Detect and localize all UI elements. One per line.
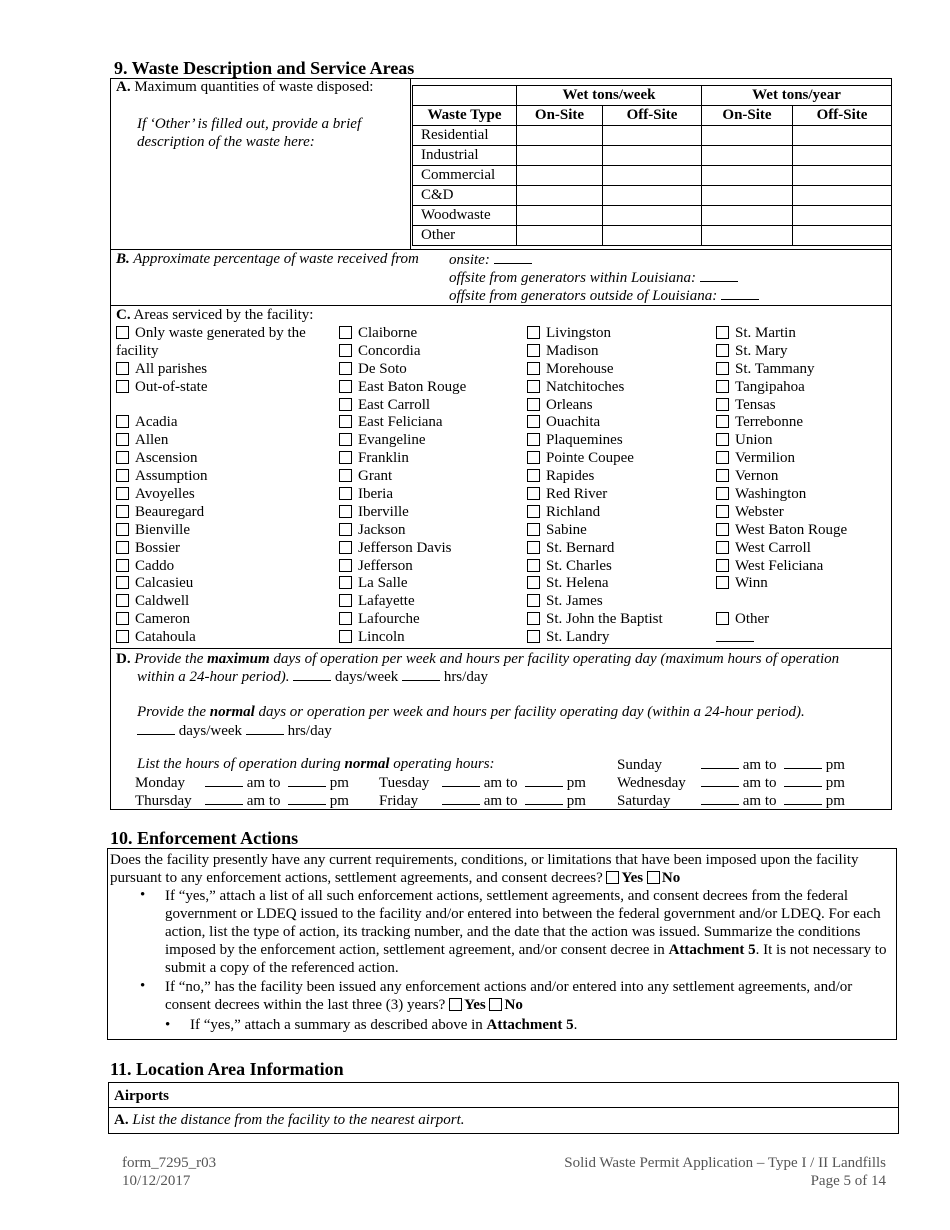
col-type: Waste Type bbox=[413, 106, 517, 126]
sub-bullet: If “yes,” attach a summary as described above in Attachment 5. bbox=[190, 1017, 578, 1033]
waste-row: C&D bbox=[413, 186, 892, 206]
area-checkbox[interactable] bbox=[527, 576, 540, 589]
area-item[interactable]: East Baton Rouge bbox=[339, 379, 466, 397]
area-item[interactable]: Tensas bbox=[716, 397, 847, 415]
area-item[interactable]: Catahoula bbox=[116, 629, 306, 647]
area-item[interactable]: Bienville bbox=[116, 522, 306, 540]
area-item[interactable]: Avoyelles bbox=[116, 486, 306, 504]
area-item[interactable]: Beauregard bbox=[116, 504, 306, 522]
area-checkbox[interactable] bbox=[339, 415, 352, 428]
area-checkbox[interactable] bbox=[116, 380, 129, 393]
area-item[interactable]: All parishes bbox=[116, 361, 306, 379]
waste-cell[interactable] bbox=[517, 146, 603, 166]
area-item[interactable]: St. James bbox=[527, 593, 663, 611]
waste-cell[interactable] bbox=[793, 166, 892, 186]
waste-cell[interactable] bbox=[793, 146, 892, 166]
area-checkbox[interactable] bbox=[116, 487, 129, 500]
area-item[interactable]: Madison bbox=[527, 343, 663, 361]
area-item[interactable]: facility bbox=[116, 342, 159, 359]
area-checkbox[interactable] bbox=[527, 559, 540, 572]
section9-b: B. Approximate percentage of waste received from bbox=[116, 251, 419, 267]
area-checkbox[interactable] bbox=[716, 576, 729, 589]
area-checkbox[interactable] bbox=[527, 505, 540, 518]
waste-table: Wet tons/week Wet tons/year Waste Type On-Site Off-Site On-Site Off-Site Residential Industrial Commercial C&D Woodwaste Other bbox=[412, 85, 892, 246]
area-checkbox[interactable] bbox=[339, 559, 352, 572]
area-item[interactable]: St. John the Baptist bbox=[527, 611, 663, 629]
area-item[interactable]: East Feliciana bbox=[339, 414, 466, 432]
area-checkbox[interactable] bbox=[339, 505, 352, 518]
area-checkbox[interactable] bbox=[339, 541, 352, 554]
hours-friday: Friday am to pm bbox=[379, 793, 586, 809]
area-item[interactable]: West Baton Rouge bbox=[716, 522, 847, 540]
area-item[interactable]: East Carroll bbox=[339, 397, 466, 415]
area-item[interactable]: Out-of-state bbox=[116, 379, 306, 397]
waste-cell[interactable] bbox=[517, 226, 603, 246]
enforcement-question: Does the facility presently have any current requirements, conditions, or limitations that have been imposed upon the facility pursuant to any enforcement actions, settlement agreements, and consent decrees? Yes No bbox=[110, 852, 859, 886]
area-checkbox[interactable] bbox=[527, 594, 540, 607]
area-checkbox[interactable] bbox=[339, 487, 352, 500]
other-note: If ‘Other’ is filled out, provide a brief description of the waste here: bbox=[137, 116, 362, 150]
area-item[interactable] bbox=[116, 397, 306, 415]
area-checkbox[interactable] bbox=[339, 326, 352, 339]
area-checkbox[interactable] bbox=[527, 433, 540, 446]
area-item[interactable]: Iberville bbox=[339, 504, 466, 522]
bullet-yes: If “yes,” attach a list of all such enforcement actions, settlement agreements, and consent decrees from the federal government or LDEQ issued to the facility and/or entered into between the federal government and/or LDEQ. For each action, list the type of action, its tracking number, and the date that the action was issued. Summarize the conditions imposed by the enforcement action, settlement agreement, and/or consent decree in Attachment 5. It is not necessary to submit a copy of the referenced action. bbox=[165, 888, 887, 976]
area-checkbox[interactable] bbox=[527, 326, 540, 339]
area-item[interactable]: Jefferson bbox=[339, 558, 466, 576]
hours-sunday: Sunday am to pm bbox=[617, 757, 845, 773]
area-checkbox[interactable] bbox=[716, 344, 729, 357]
area-checkbox[interactable] bbox=[716, 541, 729, 554]
area-checkbox[interactable] bbox=[527, 362, 540, 375]
area-checkbox[interactable] bbox=[116, 612, 129, 625]
areas-col4 bbox=[716, 325, 847, 647]
area-checkbox[interactable] bbox=[716, 469, 729, 482]
area-item[interactable] bbox=[716, 629, 847, 647]
area-item[interactable]: Claiborne bbox=[339, 325, 466, 343]
area-checkbox[interactable] bbox=[339, 362, 352, 375]
area-item[interactable]: Terrebonne bbox=[716, 414, 847, 432]
area-checkbox[interactable] bbox=[116, 469, 129, 482]
area-item[interactable]: St. Tammany bbox=[716, 361, 847, 379]
area-checkbox[interactable] bbox=[527, 344, 540, 357]
area-checkbox[interactable] bbox=[339, 630, 352, 643]
area-item[interactable]: Tangipahoa bbox=[716, 379, 847, 397]
airports-label: Airports bbox=[114, 1088, 169, 1104]
section9-d: D. Provide the maximum days of operation per week and hours per facility operating day (maximum hours of operation bbox=[116, 651, 840, 667]
hours-thursday: Thursday am to pm bbox=[135, 793, 349, 809]
area-checkbox[interactable] bbox=[527, 612, 540, 625]
waste-row: Woodwaste bbox=[413, 206, 892, 226]
area-item[interactable]: Bossier bbox=[116, 540, 306, 558]
area-item[interactable]: Morehouse bbox=[527, 361, 663, 379]
area-checkbox[interactable] bbox=[116, 523, 129, 536]
section11-title: 11. Location Area Information bbox=[110, 1059, 344, 1079]
area-item[interactable]: St. Charles bbox=[527, 558, 663, 576]
waste-cell[interactable] bbox=[793, 206, 892, 226]
waste-cell[interactable] bbox=[603, 146, 702, 166]
waste-cell[interactable] bbox=[603, 206, 702, 226]
area-checkbox[interactable] bbox=[716, 326, 729, 339]
area-item[interactable]: Assumption bbox=[116, 468, 306, 486]
area-item[interactable]: Franklin bbox=[339, 450, 466, 468]
area-checkbox[interactable] bbox=[527, 451, 540, 464]
area-checkbox[interactable] bbox=[339, 398, 352, 411]
area-checkbox[interactable] bbox=[116, 576, 129, 589]
area-checkbox[interactable] bbox=[339, 523, 352, 536]
area-item[interactable]: De Soto bbox=[339, 361, 466, 379]
area-checkbox[interactable] bbox=[716, 398, 729, 411]
area-checkbox[interactable] bbox=[527, 487, 540, 500]
waste-cell[interactable] bbox=[702, 126, 793, 146]
area-item[interactable]: Calcasieu bbox=[116, 575, 306, 593]
waste-cell[interactable] bbox=[793, 226, 892, 246]
area-item[interactable]: Union bbox=[716, 432, 847, 450]
area-checkbox[interactable] bbox=[116, 433, 129, 446]
area-item[interactable]: Plaquemines bbox=[527, 432, 663, 450]
waste-row: Industrial bbox=[413, 146, 892, 166]
area-item[interactable]: Caddo bbox=[116, 558, 306, 576]
hours-saturday: Saturday am to pm bbox=[617, 793, 845, 809]
waste-cell[interactable] bbox=[702, 146, 793, 166]
area-item[interactable]: St. Bernard bbox=[527, 540, 663, 558]
area-checkbox[interactable] bbox=[116, 541, 129, 554]
area-checkbox[interactable] bbox=[339, 612, 352, 625]
footer-left: form_7295_r03 10/12/2017 bbox=[122, 1155, 217, 1189]
waste-cell[interactable] bbox=[793, 126, 892, 146]
area-item[interactable]: Webster bbox=[716, 504, 847, 522]
area-item[interactable]: Washington bbox=[716, 486, 847, 504]
area-item[interactable]: Winn bbox=[716, 575, 847, 593]
section10-title: 10. Enforcement Actions bbox=[110, 828, 299, 848]
waste-cell[interactable] bbox=[603, 226, 702, 246]
area-checkbox[interactable] bbox=[339, 451, 352, 464]
area-item[interactable]: La Salle bbox=[339, 575, 466, 593]
area-checkbox[interactable] bbox=[527, 541, 540, 554]
area-item[interactable]: Richland bbox=[527, 504, 663, 522]
area-checkbox[interactable] bbox=[716, 523, 729, 536]
area-checkbox[interactable] bbox=[527, 380, 540, 393]
hours-monday: Monday am to pm bbox=[135, 775, 349, 791]
area-item[interactable]: Livingston bbox=[527, 325, 663, 343]
area-item[interactable]: Ascension bbox=[116, 450, 306, 468]
hours-tuesday: Tuesday am to pm bbox=[379, 775, 586, 791]
waste-row: Commercial bbox=[413, 166, 892, 186]
area-item[interactable]: Evangeline bbox=[339, 432, 466, 450]
area-item[interactable]: Concordia bbox=[339, 343, 466, 361]
area-item[interactable]: St. Helena bbox=[527, 575, 663, 593]
area-item[interactable]: Grant bbox=[339, 468, 466, 486]
areas-col1 bbox=[116, 325, 306, 647]
waste-row: Other bbox=[413, 226, 892, 246]
area-item[interactable]: Vernon bbox=[716, 468, 847, 486]
area-item[interactable]: Lincoln bbox=[339, 629, 466, 647]
area-checkbox[interactable] bbox=[716, 380, 729, 393]
area-checkbox[interactable] bbox=[339, 380, 352, 393]
waste-cell[interactable] bbox=[603, 166, 702, 186]
area-item[interactable]: Pointe Coupee bbox=[527, 450, 663, 468]
no-checkbox-2[interactable] bbox=[489, 998, 502, 1011]
area-item[interactable]: Rapides bbox=[527, 468, 663, 486]
group-week: Wet tons/week bbox=[517, 86, 702, 106]
waste-cell[interactable] bbox=[702, 226, 793, 246]
area-checkbox[interactable] bbox=[116, 326, 129, 339]
area-checkbox[interactable] bbox=[116, 362, 129, 375]
area-item[interactable]: Ouachita bbox=[527, 414, 663, 432]
area-item[interactable]: Natchitoches bbox=[527, 379, 663, 397]
offsite-out-blank[interactable] bbox=[721, 287, 759, 300]
area-checkbox[interactable] bbox=[339, 576, 352, 589]
section9-c: C. Areas serviced by the facility: bbox=[116, 307, 314, 323]
area-item[interactable]: Vermilion bbox=[716, 450, 847, 468]
area-checkbox[interactable] bbox=[716, 451, 729, 464]
area-item[interactable]: Cameron bbox=[116, 611, 306, 629]
area-item[interactable]: St. Landry bbox=[527, 629, 663, 647]
area-checkbox[interactable] bbox=[716, 415, 729, 428]
airport-distance: A. List the distance from the facility to the nearest airport. bbox=[114, 1112, 465, 1128]
area-checkbox[interactable] bbox=[339, 344, 352, 357]
area-checkbox[interactable] bbox=[116, 505, 129, 518]
hours-wednesday: Wednesday am to pm bbox=[617, 775, 845, 791]
area-checkbox[interactable] bbox=[116, 630, 129, 643]
area-checkbox[interactable] bbox=[527, 469, 540, 482]
waste-row: Residential bbox=[413, 126, 892, 146]
area-checkbox[interactable] bbox=[527, 398, 540, 411]
areas-col2 bbox=[339, 325, 466, 647]
other-area-blank[interactable] bbox=[716, 641, 754, 642]
waste-cell[interactable] bbox=[702, 206, 793, 226]
waste-cell[interactable] bbox=[603, 186, 702, 206]
area-item[interactable]: Iberia bbox=[339, 486, 466, 504]
area-item[interactable]: Only waste generated by the bbox=[116, 325, 306, 343]
waste-cell[interactable] bbox=[793, 186, 892, 206]
area-item[interactable]: Lafourche bbox=[339, 611, 466, 629]
waste-cell[interactable] bbox=[517, 166, 603, 186]
area-checkbox[interactable] bbox=[116, 415, 129, 428]
area-item[interactable]: Red River bbox=[527, 486, 663, 504]
section9-title: 9. Waste Description and Service Areas bbox=[114, 58, 415, 78]
area-item[interactable]: Other bbox=[716, 611, 847, 629]
waste-cell[interactable] bbox=[702, 186, 793, 206]
yes-checkbox[interactable] bbox=[606, 871, 619, 884]
area-item[interactable]: Jefferson Davis bbox=[339, 540, 466, 558]
area-checkbox[interactable] bbox=[339, 594, 352, 607]
waste-cell[interactable] bbox=[517, 126, 603, 146]
group-year: Wet tons/year bbox=[702, 86, 892, 106]
area-checkbox[interactable] bbox=[116, 451, 129, 464]
area-item[interactable]: Allen bbox=[116, 432, 306, 450]
area-item[interactable]: West Feliciana bbox=[716, 558, 847, 576]
waste-cell[interactable] bbox=[603, 126, 702, 146]
area-checkbox[interactable] bbox=[716, 612, 729, 625]
area-checkbox[interactable] bbox=[527, 415, 540, 428]
area-item[interactable]: Jackson bbox=[339, 522, 466, 540]
onsite-blank[interactable] bbox=[494, 251, 532, 264]
area-item[interactable]: St. Mary bbox=[716, 343, 847, 361]
area-item[interactable]: Caldwell bbox=[116, 593, 306, 611]
footer-right: Solid Waste Permit Application – Type I / II Landfills Page 5 of 14 bbox=[564, 1155, 886, 1189]
areas-col3 bbox=[527, 325, 663, 647]
area-checkbox[interactable] bbox=[116, 594, 129, 607]
yes-checkbox-2[interactable] bbox=[449, 998, 462, 1011]
no-checkbox[interactable] bbox=[647, 871, 660, 884]
waste-cell[interactable] bbox=[702, 166, 793, 186]
area-checkbox[interactable] bbox=[716, 505, 729, 518]
area-checkbox[interactable] bbox=[716, 559, 729, 572]
waste-cell[interactable] bbox=[517, 206, 603, 226]
area-item[interactable] bbox=[716, 593, 847, 611]
area-item[interactable]: St. Martin bbox=[716, 325, 847, 343]
area-checkbox[interactable] bbox=[716, 433, 729, 446]
bullet-no: If “no,” has the facility been issued any enforcement actions and/or entered into any settlement agreements, and/or consent decrees within the last three (3) years? Yes No bbox=[165, 979, 853, 1013]
offsite-in-blank[interactable] bbox=[700, 269, 738, 282]
area-checkbox[interactable] bbox=[527, 630, 540, 643]
area-item[interactable]: Sabine bbox=[527, 522, 663, 540]
area-checkbox[interactable] bbox=[339, 469, 352, 482]
area-item[interactable]: Acadia bbox=[116, 414, 306, 432]
area-checkbox[interactable] bbox=[716, 362, 729, 375]
area-checkbox[interactable] bbox=[339, 433, 352, 446]
area-item[interactable]: West Carroll bbox=[716, 540, 847, 558]
waste-cell[interactable] bbox=[517, 186, 603, 206]
area-checkbox[interactable] bbox=[716, 487, 729, 500]
area-checkbox[interactable] bbox=[527, 523, 540, 536]
area-checkbox[interactable] bbox=[116, 559, 129, 572]
section9-a: A. Maximum quantities of waste disposed: bbox=[116, 79, 374, 95]
area-item[interactable]: Lafayette bbox=[339, 593, 466, 611]
area-item[interactable]: Orleans bbox=[527, 397, 663, 415]
